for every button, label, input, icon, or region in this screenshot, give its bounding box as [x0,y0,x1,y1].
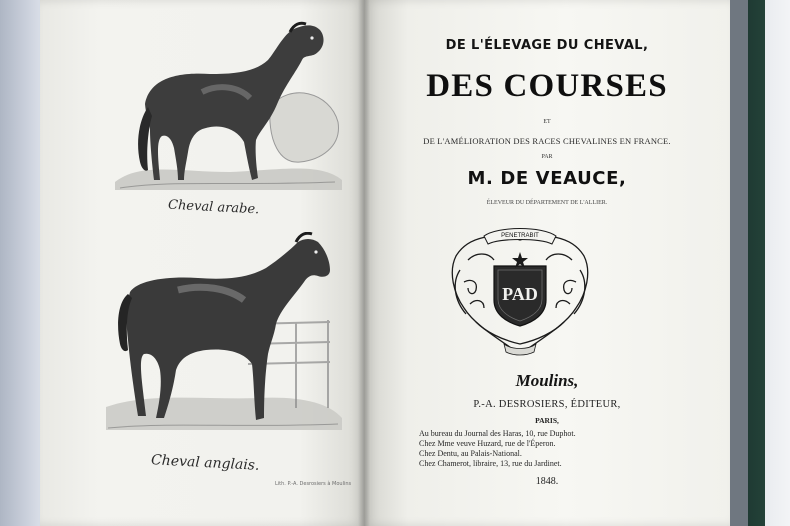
emblem-motto: PENETRABIT [501,233,539,239]
address-line: Chez Mme veuve Huzard, rue de l'Éperon. [419,439,556,448]
imprint-city: Moulins, [515,371,579,390]
subtitle: DE L'AMÉLIORATION DES RACES CHEVALINES EN FRANCE. [423,136,671,146]
arabian-horse-illustration [110,12,350,202]
publisher-emblem [446,222,594,364]
publisher-name: P.-A. DESROSIERS, ÉDITEUR, [473,399,621,410]
by-line: PAR [541,154,553,160]
imprint-paris: PARIS, [535,416,559,425]
author-description: ÉLEVEUR DU DÉPARTEMENT DE L'ALLIER. [486,200,608,206]
title-line-2: DES COURSES [426,68,668,104]
plate-bottom-credit: Lith. P.-A. Desrosiers à Moulins [275,481,352,487]
plate-bottom-caption: Cheval anglais. [150,452,260,474]
address-line: Chez Chamerot, libraire, 13, rue du Jardinet. [419,459,562,468]
english-horse-illustration [98,232,346,442]
bookseller-addresses [419,429,719,469]
title-line-1: DE L'ÉLEVAGE DU CHEVAL, [445,38,649,53]
publication-year: 1848. [535,476,559,487]
plate-top-caption: Cheval arabe. [167,197,260,218]
address-line: Au bureau du Journal des Haras, 10, rue Duphot. [419,429,576,438]
background-right [748,0,790,526]
title-et: ET [543,119,551,125]
address-line: Chez Dentu, au Palais-National. [419,449,522,458]
emblem-monogram: PAD [502,284,538,304]
author-name: M. DE VEAUCE, [467,168,627,189]
